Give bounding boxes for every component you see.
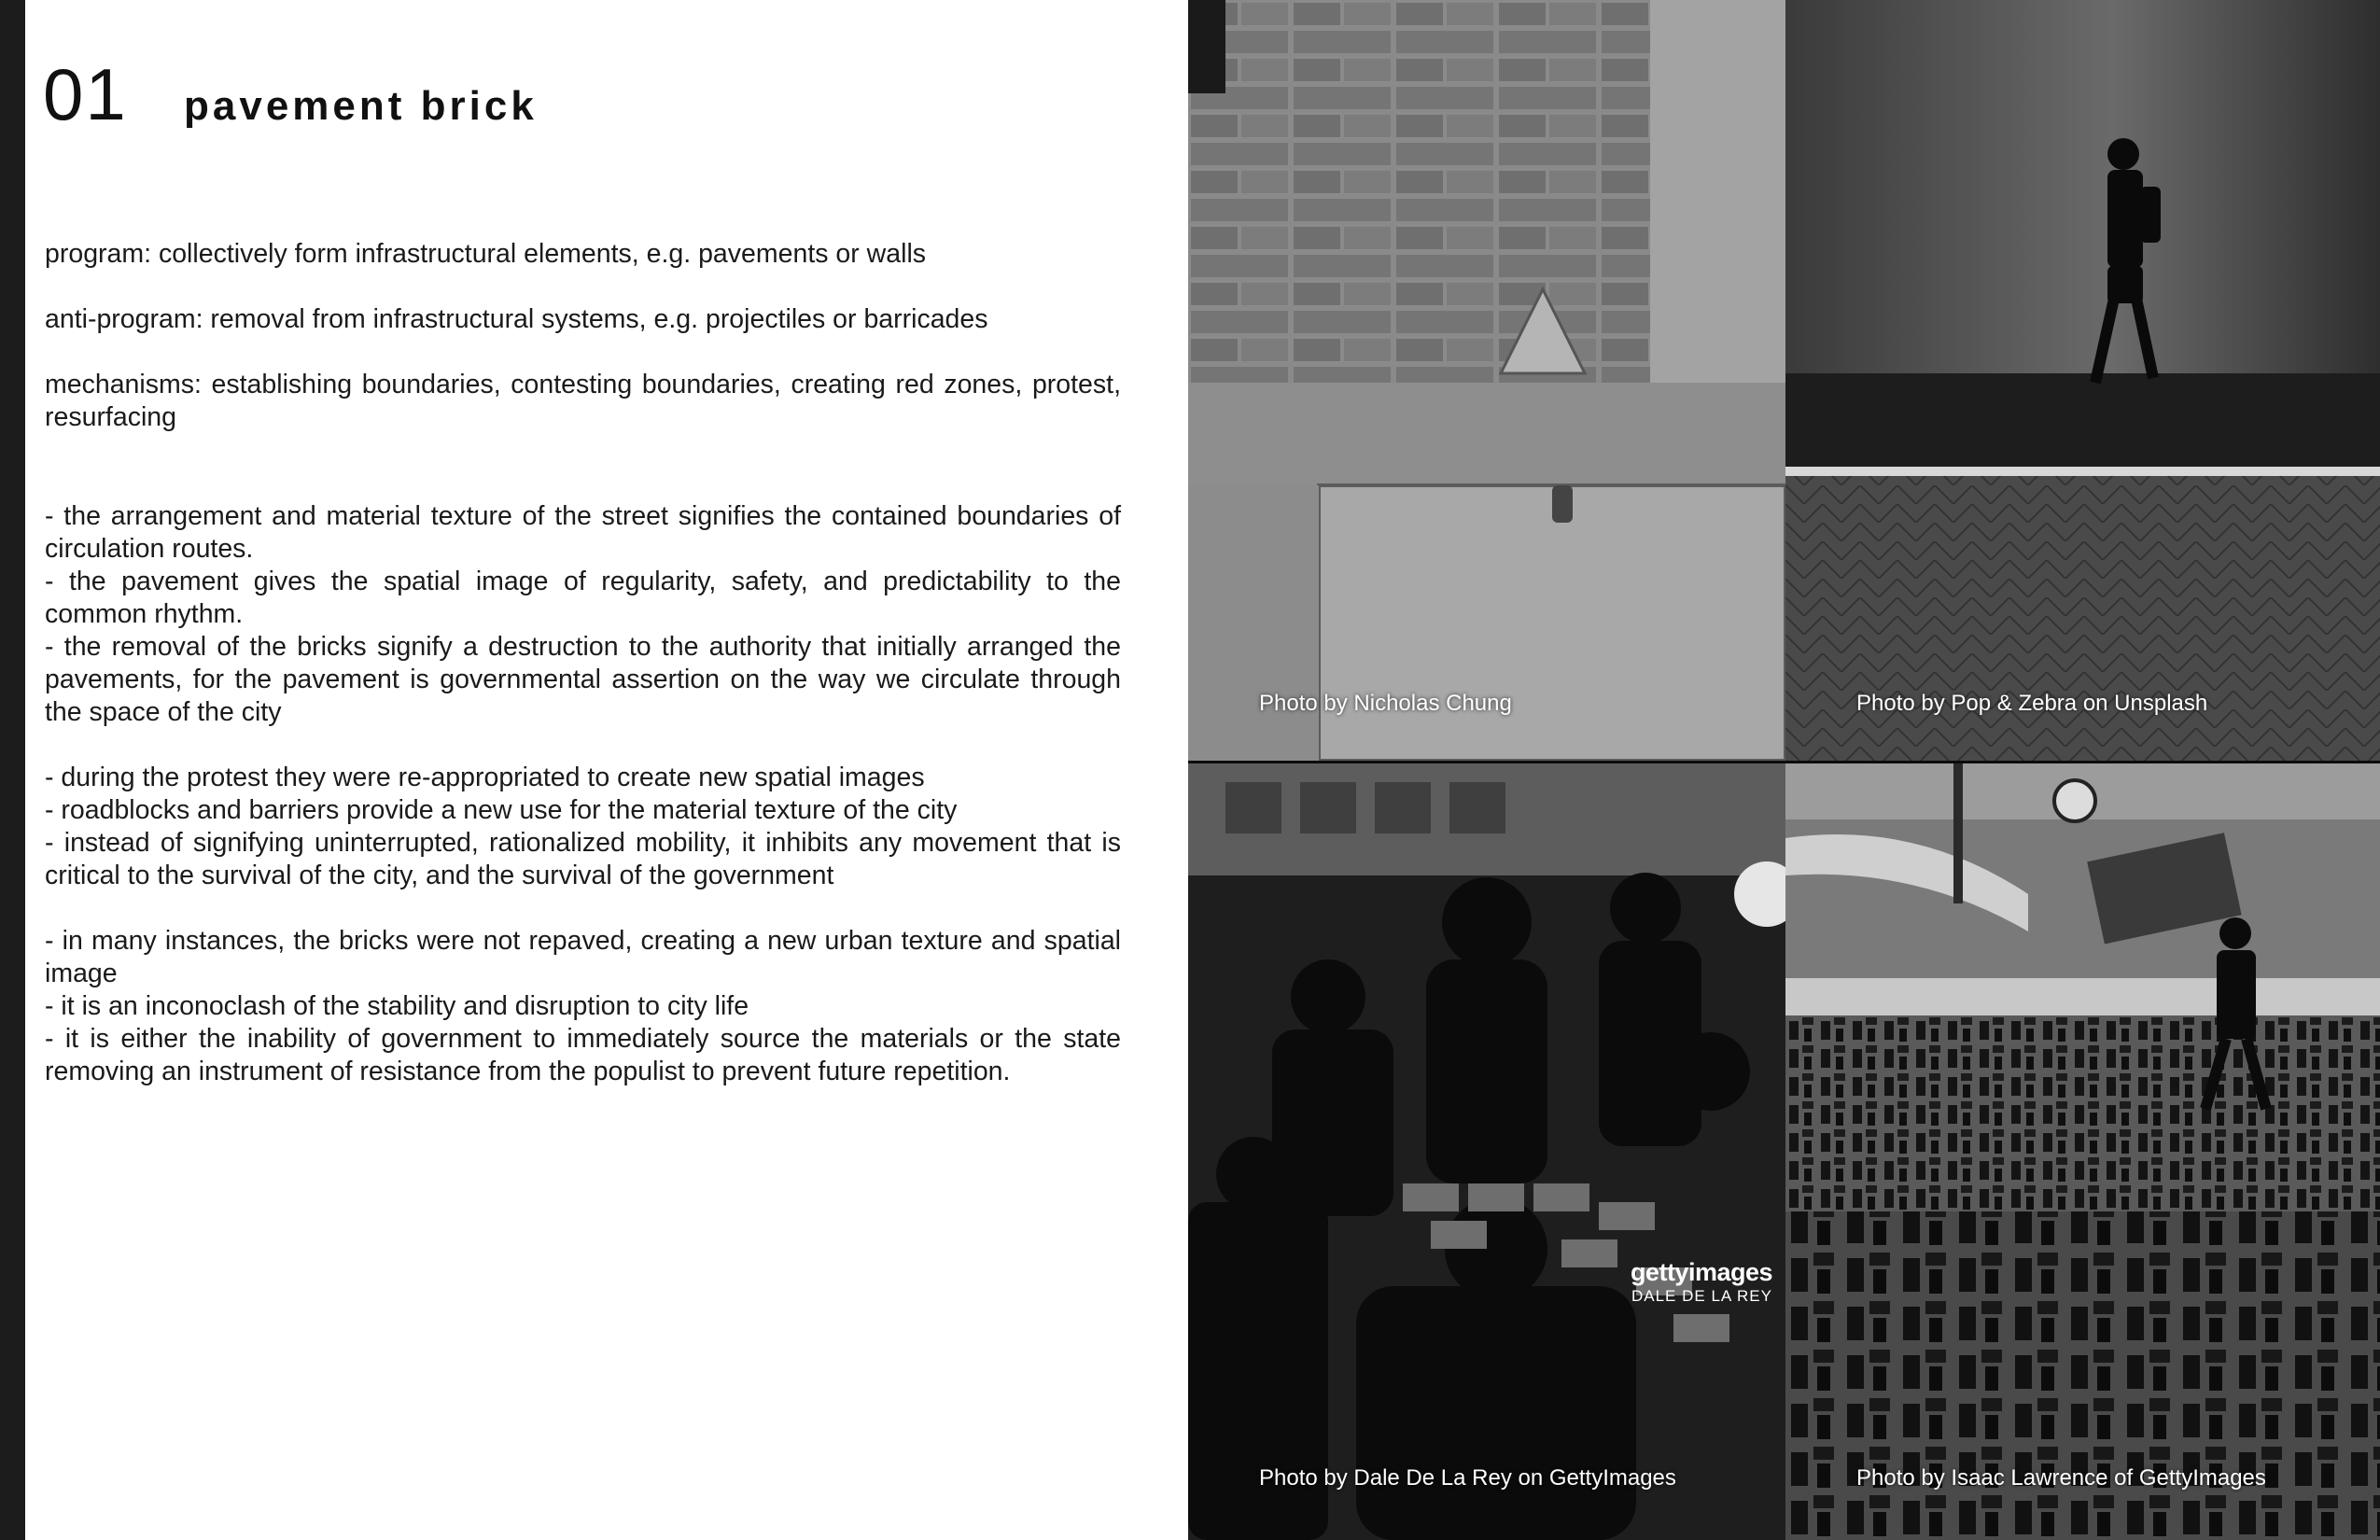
point-item: - during the protest they were re-appropriated to create new spatial images [45, 763, 925, 792]
pedestrian-wall-image [1785, 0, 2380, 761]
anti-program-text: anti-program: removal from infrastructural systems, e.g. projectiles or barricades [45, 304, 988, 334]
point-item: - it is either the inability of government to immediately source the materials or the state removing an instrument of resistance from the populist to prevent future repetition. [45, 1024, 1121, 1086]
getty-watermark [1631, 1258, 1772, 1306]
pavement-bricks-image [1188, 0, 1785, 761]
photo-caption: Photo by Isaac Lawrence of GettyImages [1856, 1465, 2266, 1491]
brick-barricades-image [1785, 763, 2380, 1540]
photo-brick-barricades [1785, 763, 2380, 1540]
point-item: - the arrangement and material texture of the street signifies the contained boundaries of circulation routes. [45, 501, 1121, 564]
point-item: - the pavement gives the spatial image of regularity, safety, and predictability to the common rhythm. [45, 567, 1121, 629]
point-item: - roadblocks and barriers provide a new use for the material texture of the city [45, 795, 958, 825]
points-block [45, 500, 1121, 1088]
point-item: - it is an inconoclash of the stability and disruption to city life [45, 991, 749, 1021]
protesters-bricks-image [1188, 763, 1785, 1540]
getty-brand: gettyimages [1630, 1258, 1772, 1286]
photo-caption: Photo by Dale De La Rey on GettyImages [1259, 1465, 1676, 1491]
chapter-title: pavement brick [184, 83, 538, 129]
photo-protesters-bricks [1188, 763, 1785, 1540]
photo-caption: Photo by Nicholas Chung [1259, 691, 1512, 716]
point-item: - instead of signifying uninterrupted, rationalized mobility, it inhibits any movement that is critical to the survival of the city, and the survival of the government [45, 828, 1121, 890]
photo-grid [1188, 0, 2380, 1540]
program-text: program: collectively form infrastructural elements, e.g. pavements or walls [45, 239, 927, 269]
point-item: - the removal of the bricks signify a destruction to the authority that initially arranged the pavements, for the pavement is governmental assertion on the way we circulate through the space of the city [45, 632, 1121, 727]
getty-credit: DALE DE LA REY [1631, 1287, 1772, 1305]
point-item: - in many instances, the bricks were not repaved, creating a new urban texture and spatial image [45, 926, 1121, 988]
photo-caption: Photo by Pop & Zebra on Unsplash [1856, 691, 2208, 716]
mechanisms-text: mechanisms: establishing boundaries, contesting boundaries, creating red zones, protest, resurfacing [45, 370, 1121, 432]
chapter-number: 01 [43, 53, 128, 135]
intro-block [45, 238, 1121, 434]
photo-pavement-bricks [1188, 0, 1785, 761]
photo-pedestrian-wall [1785, 0, 2380, 761]
page-left-edge [0, 0, 25, 1540]
